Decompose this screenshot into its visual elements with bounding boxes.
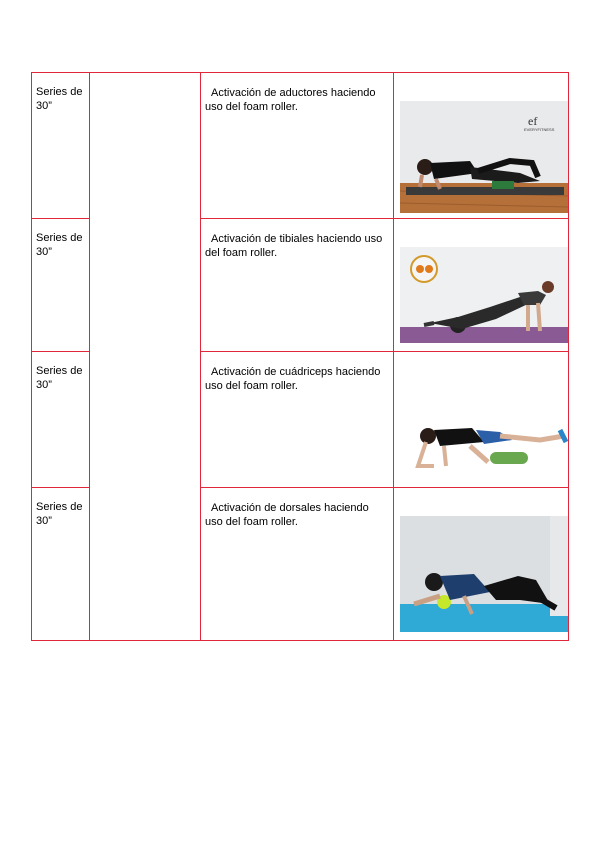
tibial-roll-photo xyxy=(400,247,568,343)
exercise-table xyxy=(31,72,569,641)
description-text: Activación de dorsales haciendo uso del foam roller. xyxy=(205,502,369,528)
merged-empty-cell xyxy=(90,73,201,641)
photo-cell xyxy=(394,73,569,219)
photo-cell xyxy=(394,219,569,352)
description-cell xyxy=(201,352,394,488)
description-cell xyxy=(201,73,394,219)
description-text: Activación de tibiales haciendo uso del foam roller. xyxy=(205,233,383,259)
series-cell: Series de 30” xyxy=(32,352,90,488)
description-cell xyxy=(201,219,394,352)
adductor-roll-photo xyxy=(400,101,568,213)
description-text: Activación de aductores haciendo uso del foam roller. xyxy=(205,87,376,113)
table-row xyxy=(32,73,569,219)
series-cell: Series de 30” xyxy=(32,73,90,219)
photo-cell xyxy=(394,488,569,641)
quadriceps-roll-photo xyxy=(400,380,568,484)
description-cell xyxy=(201,488,394,641)
series-cell: Series de 30” xyxy=(32,488,90,641)
dorsal-roll-photo xyxy=(400,516,568,632)
series-cell: Series de 30” xyxy=(32,219,90,352)
photo-cell xyxy=(394,352,569,488)
description-text: Activación de cuádriceps haciendo uso del foam roller. xyxy=(205,366,381,392)
svg-text:ef: ef xyxy=(528,114,538,128)
svg-text:EVERYFITNESS: EVERYFITNESS xyxy=(524,127,555,132)
